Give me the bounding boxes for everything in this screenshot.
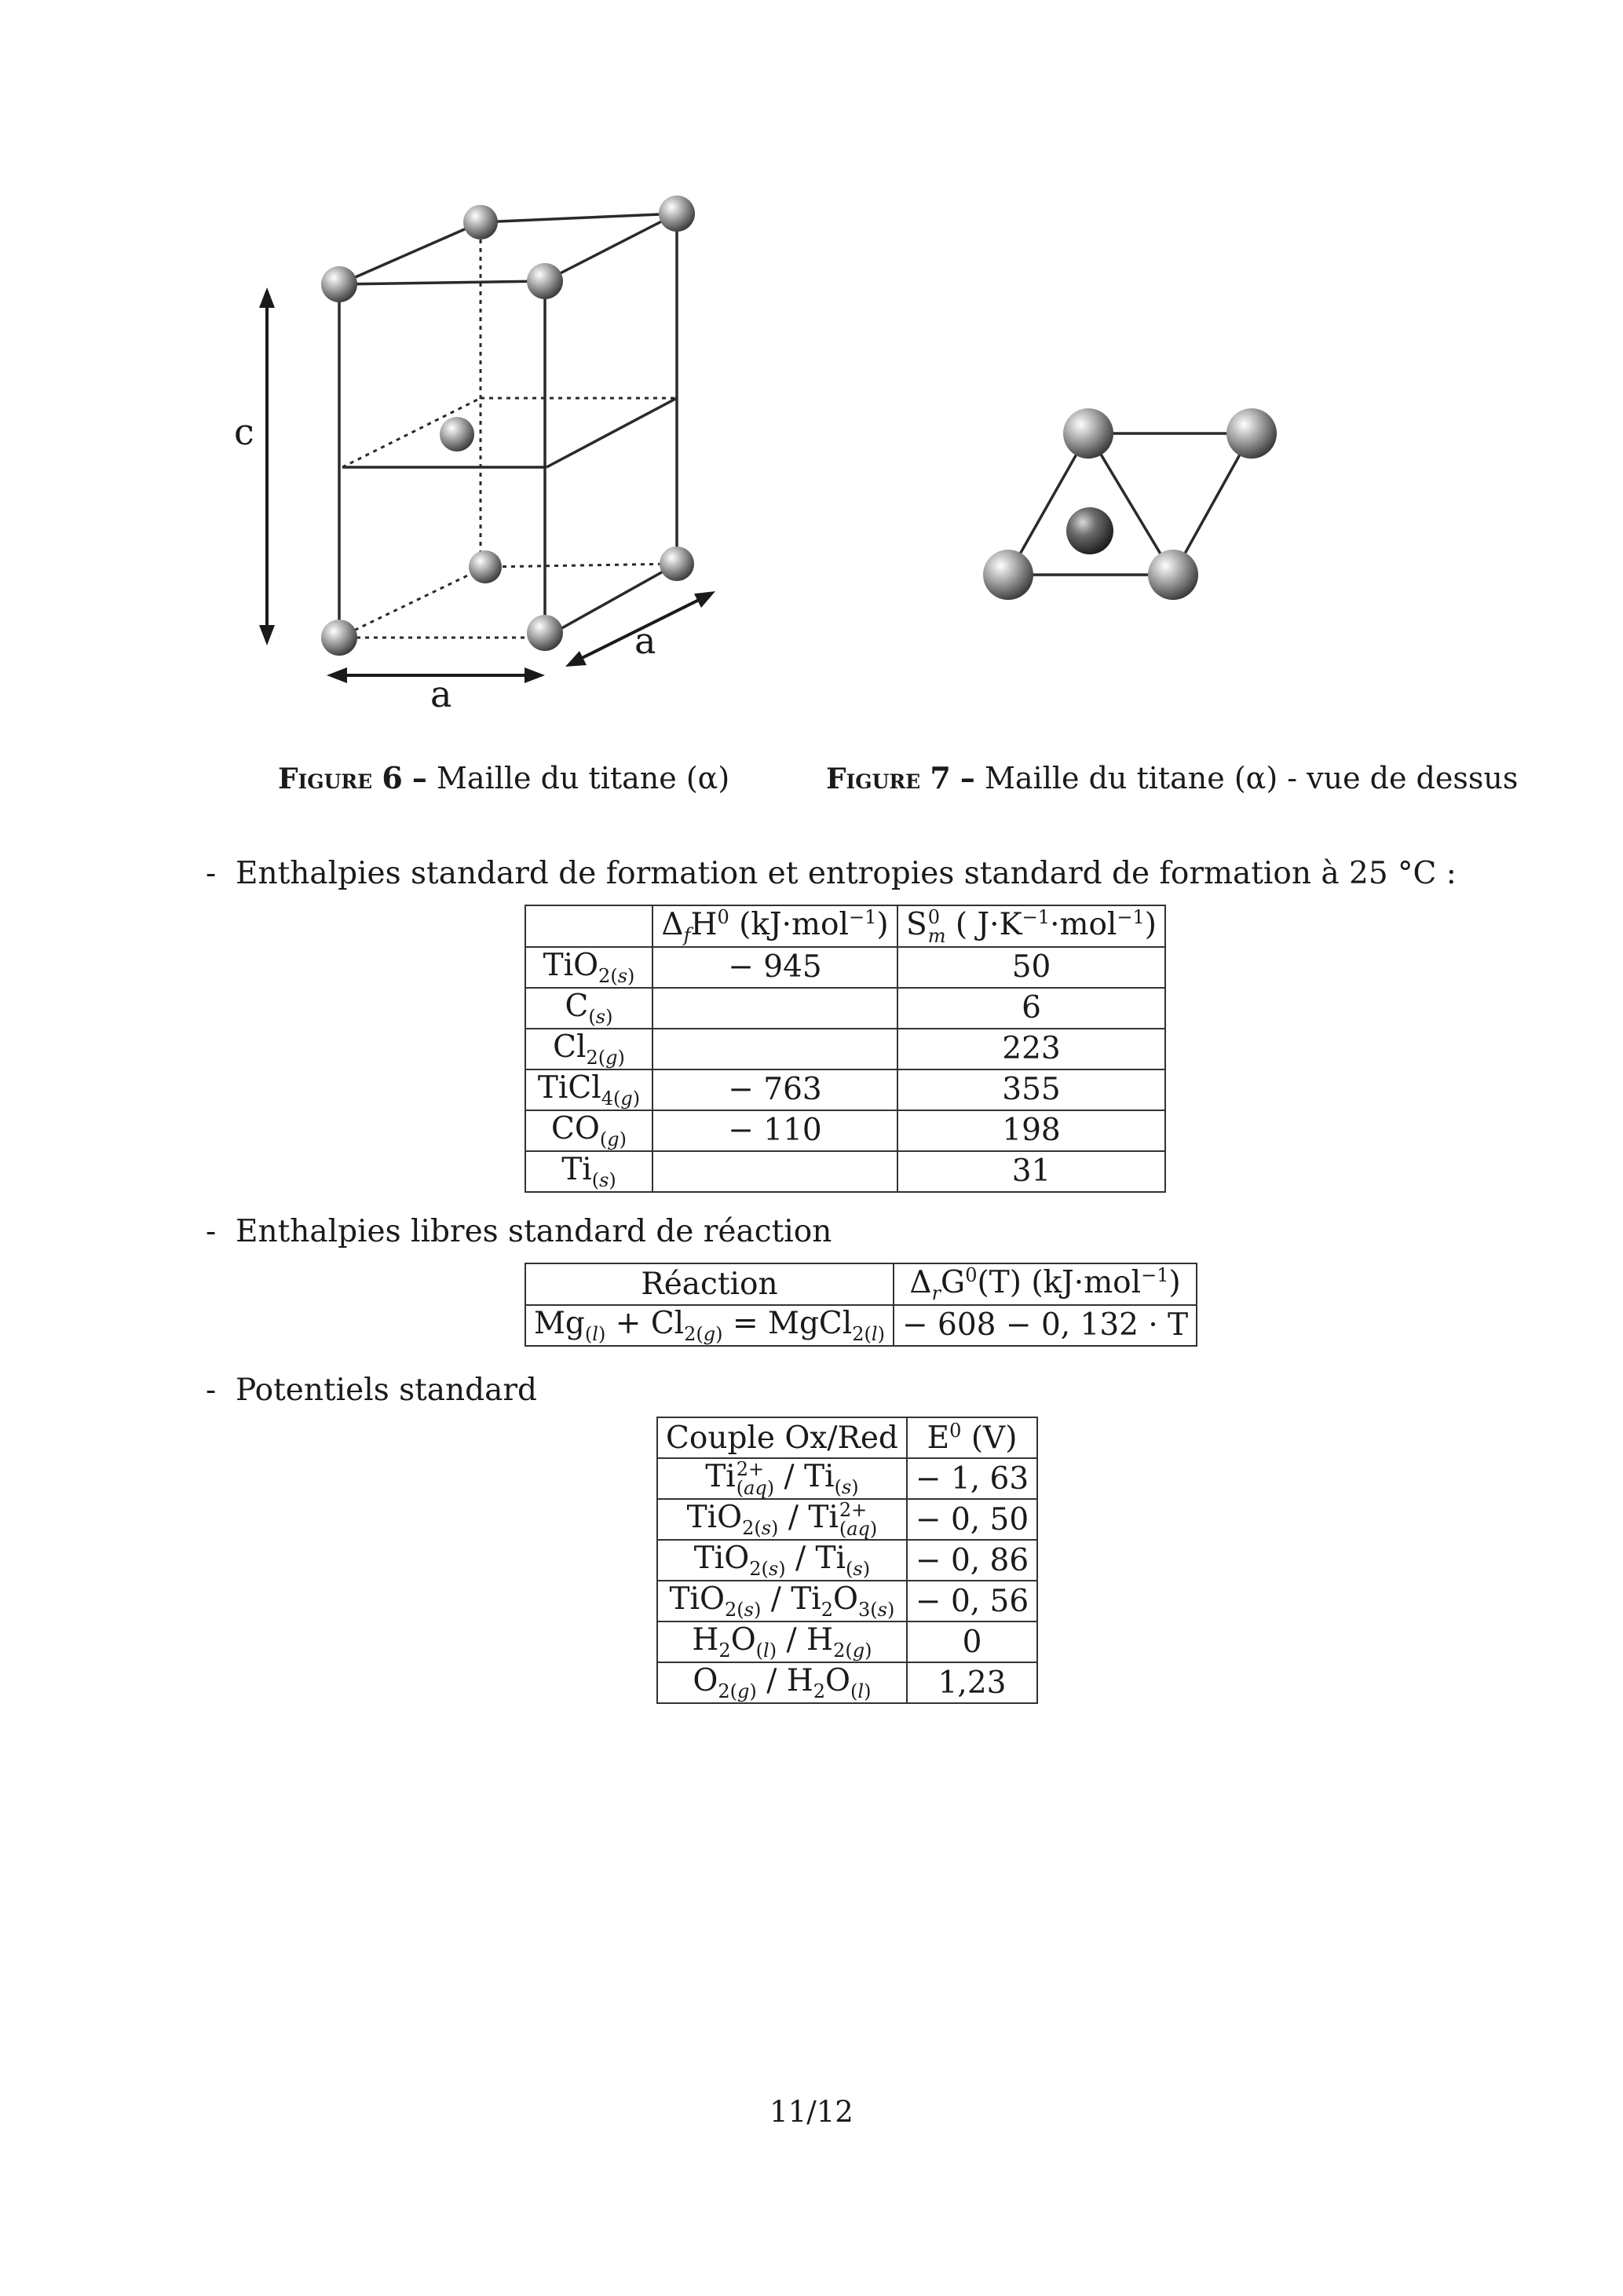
header-couple: Couple Ox/Red bbox=[657, 1417, 907, 1458]
table-row bbox=[657, 1499, 1037, 1540]
e0-cell: − 0, 86 bbox=[907, 1540, 1037, 1581]
atom-sphere bbox=[527, 263, 563, 299]
table-row bbox=[657, 1540, 1037, 1581]
dfh-cell bbox=[652, 1029, 897, 1069]
atom-sphere bbox=[660, 547, 694, 581]
header-drg: $\Delta_rG^0(T)$ (kJ·mol$^{-1}$) bbox=[894, 1263, 1197, 1305]
dfh-cell: − 763 bbox=[652, 1069, 897, 1110]
atom-sphere-center bbox=[1066, 507, 1113, 554]
atom-sphere bbox=[469, 550, 502, 583]
label-a-bottom: a bbox=[430, 673, 452, 715]
header-e0: $E^0$ (V) bbox=[907, 1417, 1037, 1458]
dfh-cell bbox=[652, 1151, 897, 1192]
sm-cell: 50 bbox=[897, 947, 1165, 988]
couple-cell: $TiO_{2(s)} / Ti_{(s)}$ bbox=[657, 1540, 907, 1581]
table-row bbox=[525, 988, 1165, 1029]
species-cell: TiO$_{2(s)}$ bbox=[525, 947, 652, 988]
sm-cell: 31 bbox=[897, 1151, 1165, 1192]
sm-cell: 198 bbox=[897, 1110, 1165, 1151]
e0-cell: − 0, 50 bbox=[907, 1499, 1037, 1540]
label-c: c bbox=[234, 411, 254, 453]
table-row bbox=[525, 1110, 1165, 1151]
sm-cell: 223 bbox=[897, 1029, 1165, 1069]
couple-cell: $TiO_{2(s)} / Ti_2O_{3(s)}$ bbox=[657, 1581, 907, 1621]
figure-7-caption: Figure 7 – Maille du titane (α) - vue de dessus bbox=[826, 760, 1519, 795]
couple-cell: $H_2O_{(l)} / H_{2(g)}$ bbox=[657, 1621, 907, 1662]
drg-value-cell: − 608 − 0, 132 · T bbox=[894, 1305, 1197, 1346]
page-number: 11/12 bbox=[769, 2095, 854, 2129]
e0-cell: 1,23 bbox=[907, 1662, 1037, 1703]
dfh-cell: − 945 bbox=[652, 947, 897, 988]
atom-sphere bbox=[440, 417, 474, 452]
species-cell: $Ti_{(s)}$ bbox=[525, 1151, 652, 1192]
atom-sphere bbox=[983, 550, 1033, 600]
species-cell: $CO_{(g)}$ bbox=[525, 1110, 652, 1151]
atom-sphere bbox=[527, 615, 563, 651]
thermo-table bbox=[525, 905, 1166, 1193]
couple-cell: Ti 2+ (aq) / $Ti_{(s)}$ bbox=[657, 1458, 907, 1499]
couple-cell: $O_{2(g)} / H_2O_{(l)}$ bbox=[657, 1662, 907, 1703]
species-cell: TiCl$_{4(g)}$ bbox=[525, 1069, 652, 1110]
table-row bbox=[525, 1069, 1165, 1110]
figure-7-diagram bbox=[942, 377, 1335, 628]
atom-sphere bbox=[1226, 408, 1277, 459]
species-cell: $Cl_{2(g)}$ bbox=[525, 1029, 652, 1069]
table-row bbox=[657, 1662, 1037, 1703]
table-row bbox=[525, 1305, 1197, 1346]
atom-sphere bbox=[1063, 408, 1113, 459]
atom-sphere bbox=[1148, 550, 1198, 600]
table-row bbox=[657, 1458, 1037, 1499]
section-free-enthalpies-title: - Enthalpies libres standard de réaction bbox=[206, 1214, 832, 1249]
couple-cell: TiO$_{2(s)}$ / Ti 2+ (aq) bbox=[657, 1499, 907, 1540]
atom-sphere bbox=[659, 196, 695, 232]
atom-sphere bbox=[321, 266, 357, 302]
dfh-cell: − 110 bbox=[652, 1110, 897, 1151]
figure-6-diagram bbox=[0, 0, 785, 722]
header-sm: S 0 m ( $J\cdot K^{-1}\cdot mol^{-1}$) bbox=[897, 905, 1165, 947]
species-cell: $C_{(s)}$ bbox=[525, 988, 652, 1029]
potentials-table bbox=[656, 1417, 1038, 1704]
atom-sphere bbox=[321, 620, 357, 656]
sm-cell: 6 bbox=[897, 988, 1165, 1029]
section-enthalpies-title: - Enthalpies standard de formation et entropies standard de formation à 25 °C : bbox=[206, 856, 1457, 891]
dfh-cell bbox=[652, 988, 897, 1029]
header-reaction: Réaction bbox=[525, 1263, 894, 1305]
table-row bbox=[525, 1029, 1165, 1069]
sm-cell: 355 bbox=[897, 1069, 1165, 1110]
table-row bbox=[657, 1621, 1037, 1662]
figure-6-caption: Figure 6 – Maille du titane (α) bbox=[278, 760, 730, 795]
table-row bbox=[525, 947, 1165, 988]
e0-cell: − 1, 63 bbox=[907, 1458, 1037, 1499]
table-row bbox=[657, 1581, 1037, 1621]
table-row bbox=[525, 1151, 1165, 1192]
atom-sphere bbox=[463, 205, 498, 239]
e0-cell: 0 bbox=[907, 1621, 1037, 1662]
section-potentials-title: - Potentiels standard bbox=[206, 1373, 537, 1408]
label-a-side: a bbox=[634, 620, 656, 662]
header-dfh: $\Delta_fH^0$ (kJ·mol$^{-1}$) bbox=[652, 905, 897, 947]
e0-cell: − 0, 56 bbox=[907, 1581, 1037, 1621]
reaction-cell: $Mg_{(l)} + Cl_{2(g)}$ = MgCl$_{2(l)}$ bbox=[525, 1305, 894, 1346]
reaction-table bbox=[525, 1263, 1197, 1347]
